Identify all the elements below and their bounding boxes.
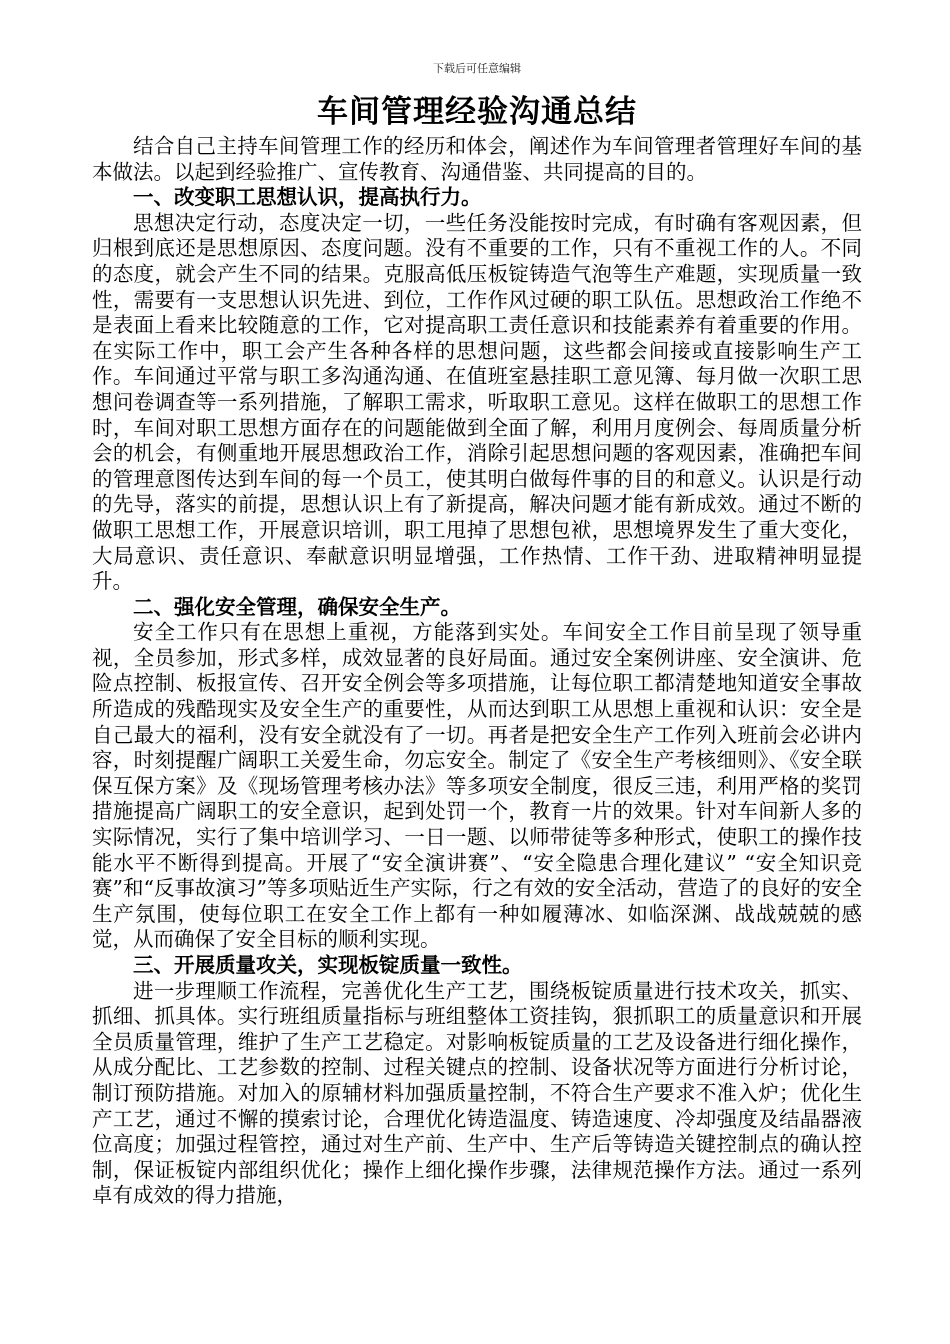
section-3-body: 进一步理顺工作流程，完善优化生产工艺，围绕板锭质量进行技术攻关，抓实、抓细、抓具体。实行班组质量指标与班组整体工资挂钩，狠抓职工的质量意识和开展全员质量管理，维护了生产工艺稳定。对影响板锭质量的工艺及设备进行细化操作，从成分配比、工艺参数的控制、过程关键点的控制、设备状况等方面进行分析讨论，制订预防措施。对加入的原辅材料加强质量控制，不符合生产要求不准入炉；优化生产工艺，通过不懈的摸索讨论，合理优化铸造温度、铸造速度、冷却强度及结晶器液位高度；加强过程管控，通过对生产前、生产中、生产后等铸造关键控制点的确认控制，保证板锭内部组织优化；操作上细化操作步骤，法律规范操作方法。通过一系列卓有成效的得力措施， [92,978,862,1208]
document-title: 车间管理经验沟通总结 [317,94,637,130]
section-3-heading: 三、开展质量攻关，实现板锭质量一致性。 [133,953,523,977]
intro-paragraph: 结合自己主持车间管理工作的经历和体会，阐述作为车间管理者管理好车间的基本做法。以起到经验推广、宣传教育、沟通借鉴、共同提高的目的。 [92,134,862,184]
header-note: 下载后可任意编辑 [433,62,521,75]
section-1-body: 思想决定行动，态度决定一切，一些任务没能按时完成，有时确有客观因素，但归根到底还是思想原因、态度问题。没有不重要的工作，只有不重视工作的人。不同的态度，就会产生不同的结果。克服高低压板锭铸造气泡等生产难题，实现质量一致性，需要有一支思想认识先进、到位，工作作风过硬的职工队伍。思想政治工作绝不是表面上看来比较随意的工作，它对提高职工责任意识和技能素养有着重要的作用。在实际工作中，职工会产生各种各样的思想问题，这些都会间接或直接影响生产工作。车间通过平常与职工多沟通沟通、在值班室悬挂职工意见簿、每月做一次职工思想问卷调查等一系列措施，了解职工需求，听取职工意见。这样在做职工的思想工作时，车间对职工思想方面存在的问题能做到全面了解，利用月度例会、每周质量分析会的机会，有侧重地开展思想政治工作，消除引起思想问题的客观因素，准确把车间的管理意图传达到车间的每一个员工，使其明白做每件事的目的和意义。认识是行动的先导，落实的前提，思想认识上有了新提高，解决问题才能有新成效。通过不断的做职工思想工作，开展意识培训，职工甩掉了思想包袱，思想境界发生了重大变化，大局意识、责任意识、奉献意识明显增强，工作热情、工作干劲、进取精神明显提升。 [92,210,862,594]
section-1-heading: 一、改变职工思想认识，提高执行力。 [133,185,482,210]
section-2-body: 安全工作只有在思想上重视，方能落到实处。车间安全工作目前呈现了领导重视，全员参加，形式多样，成效显著的良好局面。通过安全案例讲座、安全演讲、危险点控制、板报宣传、召开安全例会等多项措施，让每位职工都清楚地知道安全事故所造成的残酷现实及安全生产的重要性，从而达到职工从思想上重视和认识：安全是自己最大的福利，没有安全就没有了一切。再者是把安全生产工作列入班前会必讲内容，时刻提醒广阔职工关爱生命，勿忘安全。制定了《安全生产考核细则》、《安全联保互保方案》及《现场管理考核办法》等多项安全制度，很反三违，利用严格的奖罚措施提高广阔职工的安全意识，起到处罚一个，教育一片的效果。针对车间新人多的实际情况，实行了集中培训学习、一日一题、以师带徒等多种形式，使职工的操作技能水平不断得到提高。开展了“安全演讲赛”、“安全隐患合理化建议” “安全知识竞赛”和“反事故演习”等多项贴近生产实际，行之有效的安全活动，营造了的良好的安全生产氛围，使每位职工在安全工作上都有一种如履薄冰、如临深渊、战战兢兢的感觉，从而确保了安全目标的顺利实现。 [92,620,862,952]
section-2-heading: 二、强化安全管理，确保安全生产。 [133,594,461,619]
